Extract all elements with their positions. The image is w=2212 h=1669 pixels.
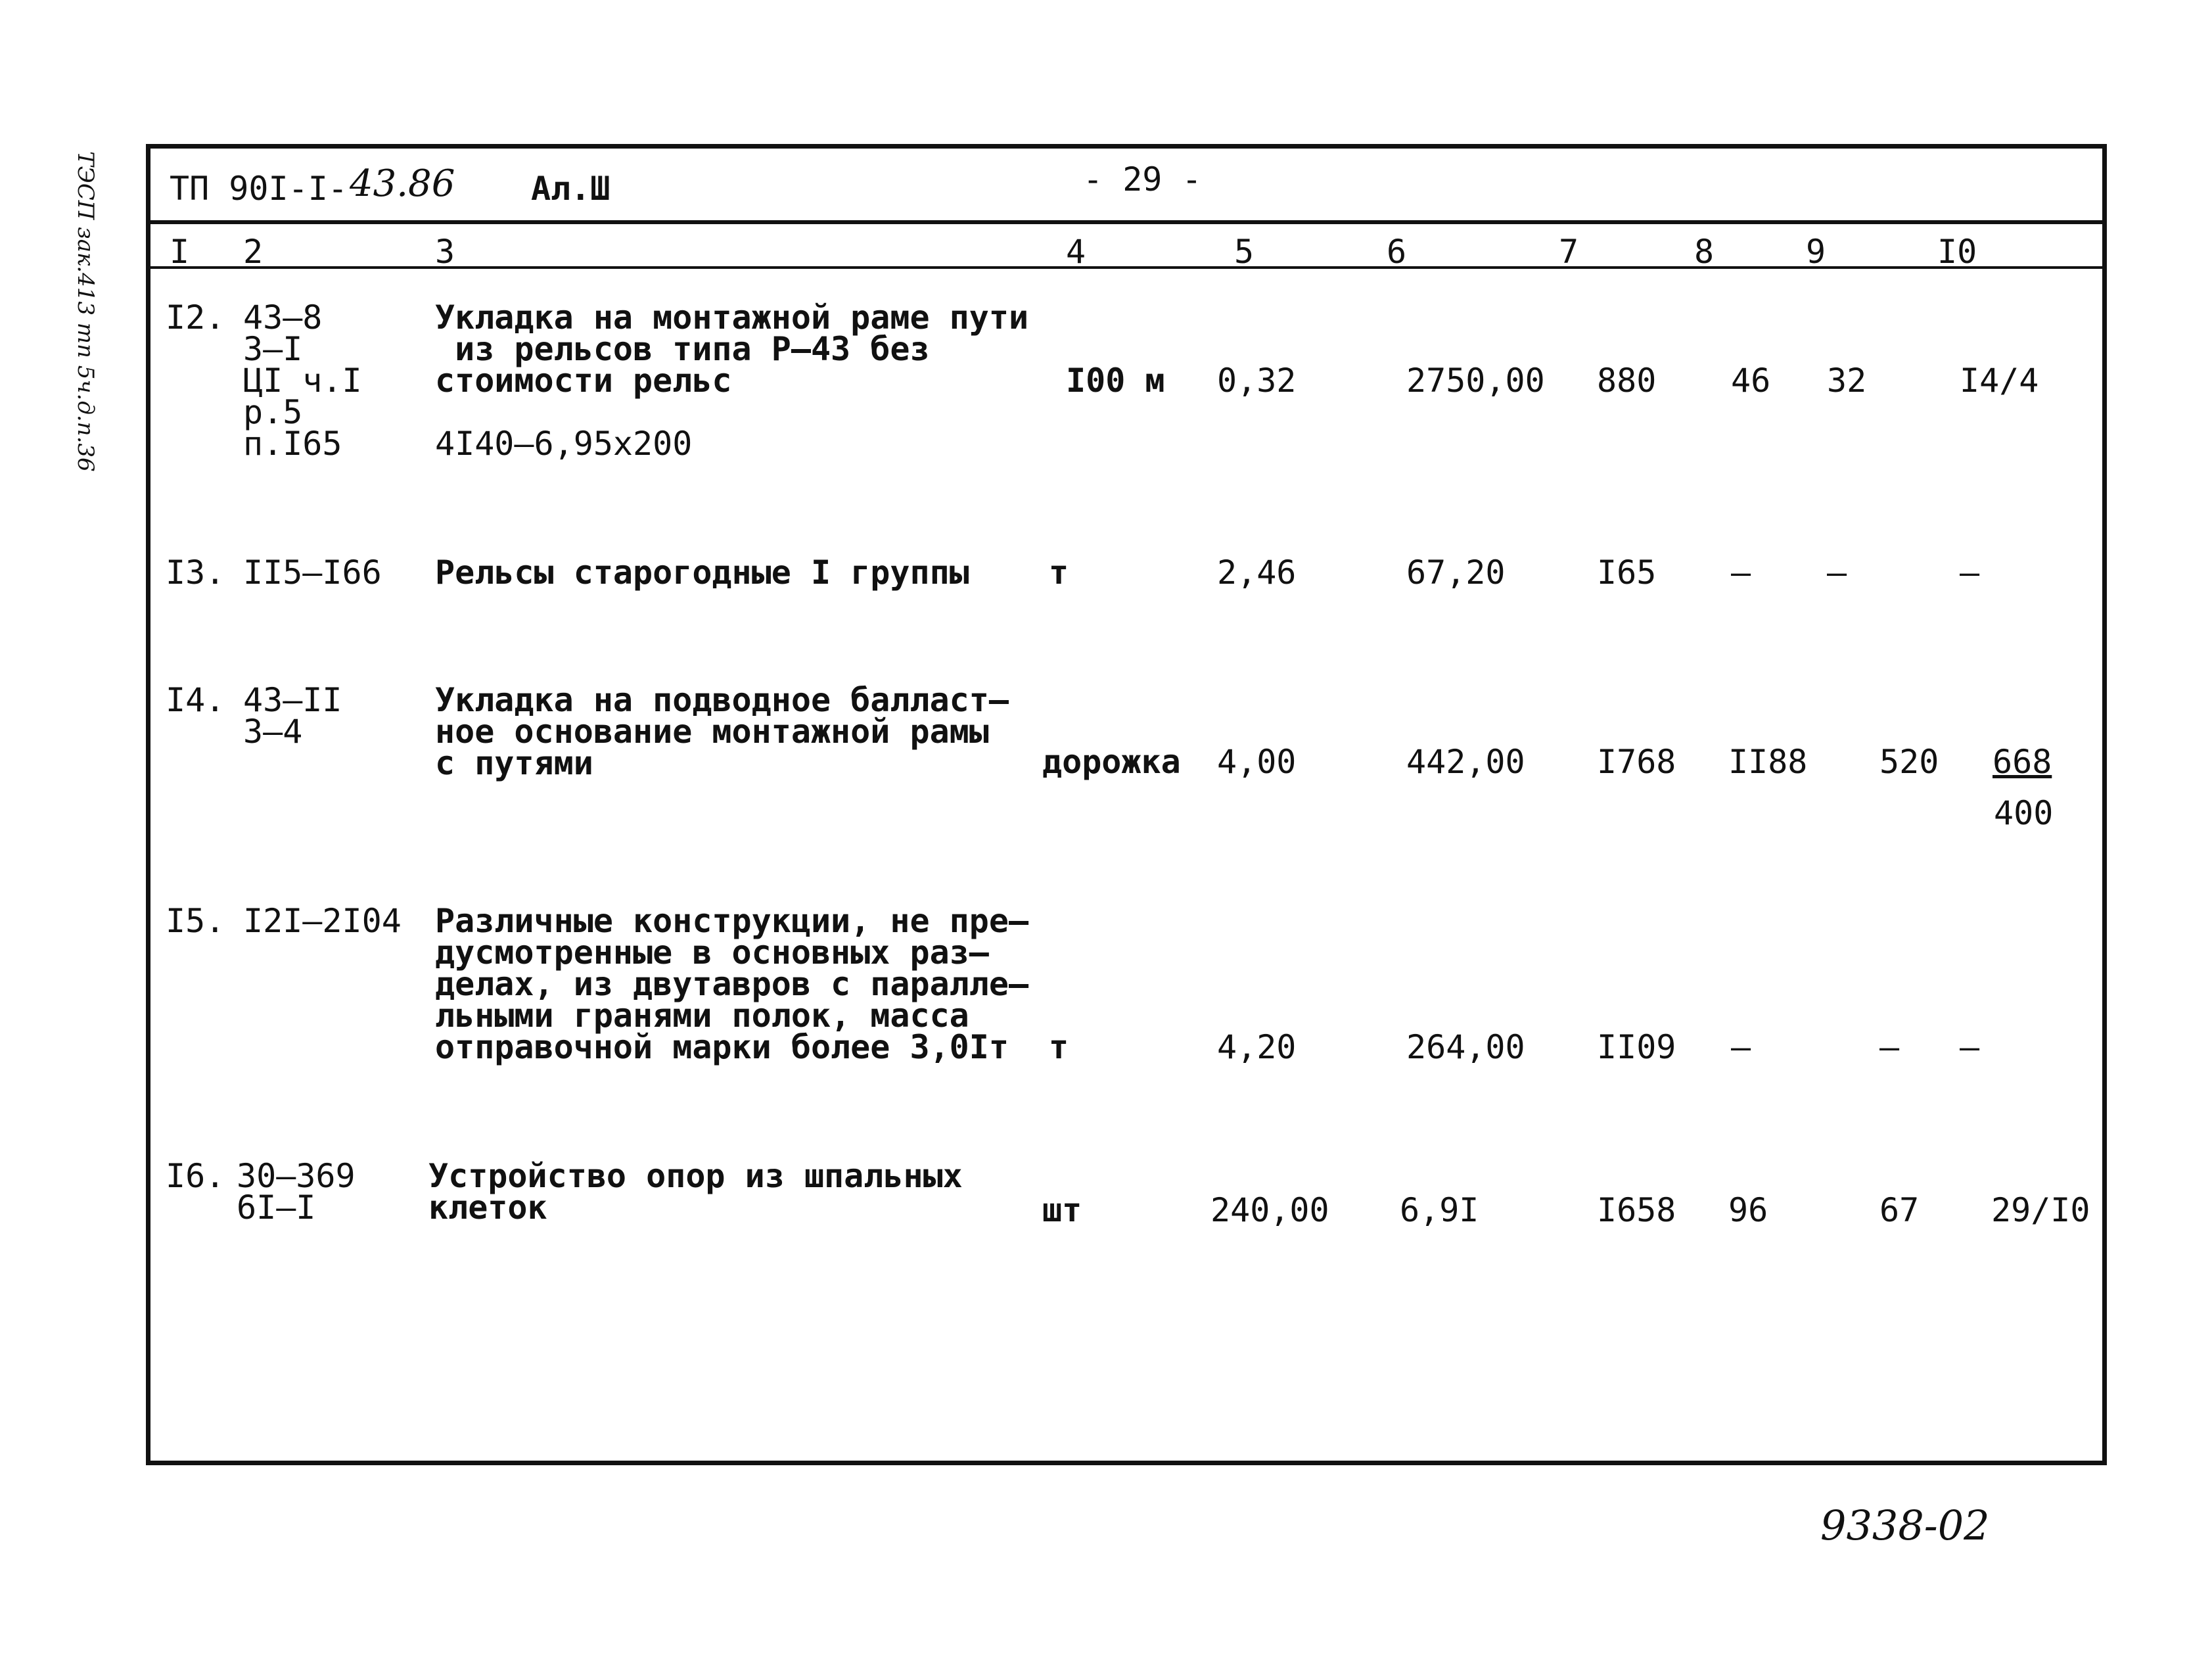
col-9-value: 32 bbox=[1827, 362, 1867, 400]
unit-price: 67,20 bbox=[1406, 553, 1506, 592]
page-number: - 29 - bbox=[1083, 160, 1202, 199]
archive-number: 9338-02 bbox=[1820, 1501, 1990, 1549]
column-number: 8 bbox=[1694, 233, 1715, 271]
column-number: 2 bbox=[243, 233, 264, 271]
column-number: 4 bbox=[1066, 233, 1086, 271]
work-description: Различные конструкции, не пре– bbox=[435, 902, 1029, 940]
work-description: льными гранями полок, масса bbox=[435, 997, 969, 1035]
col-10-value: – bbox=[1960, 553, 1980, 592]
total-cost: I65 bbox=[1597, 553, 1657, 592]
work-description: отправочной марки более 3,0Iт bbox=[435, 1028, 1009, 1066]
col-8-value: II88 bbox=[1728, 743, 1808, 781]
col-10-value: – bbox=[1960, 1028, 1980, 1066]
unit: I00 м bbox=[1066, 362, 1165, 400]
column-number: 7 bbox=[1559, 233, 1579, 271]
estimate-code: 3–4 bbox=[243, 713, 303, 751]
work-description: делах, из двутавров с паралле– bbox=[435, 965, 1029, 1003]
col-10-numerator: 668 bbox=[1993, 743, 2052, 781]
column-number: I0 bbox=[1937, 233, 1977, 271]
work-description: Укладка на подводное балласт– bbox=[435, 681, 1009, 719]
col-10-value: I4/4 bbox=[1960, 362, 2039, 400]
col-8-value: – bbox=[1731, 1028, 1751, 1066]
col-9-value: – bbox=[1827, 553, 1847, 592]
row-number: I5. bbox=[166, 902, 225, 940]
work-description: дусмотренные в основных раз– bbox=[435, 933, 989, 972]
estimate-code: 3–I bbox=[243, 330, 303, 368]
album-label: Ал.Ш bbox=[531, 170, 611, 208]
column-number: 6 bbox=[1387, 233, 1407, 271]
col-10-value: 29/I0 bbox=[1991, 1191, 2090, 1229]
column-number: 3 bbox=[435, 233, 455, 271]
doc-number: 43.86 bbox=[350, 162, 455, 205]
work-description: клеток bbox=[428, 1188, 547, 1227]
doc-prefix: ТП 90I-I- bbox=[170, 170, 348, 208]
unit: дорожка bbox=[1042, 743, 1181, 781]
header-divider bbox=[150, 220, 2102, 224]
col-8-value: – bbox=[1731, 553, 1751, 592]
quantity: 2,46 bbox=[1217, 553, 1297, 592]
total-cost: I768 bbox=[1597, 743, 1676, 781]
col-10-denominator: 400 bbox=[1994, 794, 2054, 832]
work-description: с путями bbox=[435, 744, 593, 782]
quantity: 4,00 bbox=[1217, 743, 1297, 781]
unit: т bbox=[1049, 553, 1069, 592]
col-8-value: 46 bbox=[1731, 362, 1771, 400]
quantity: 0,32 bbox=[1217, 362, 1297, 400]
row-number: I4. bbox=[166, 681, 225, 719]
work-description: Рельсы старогодные I группы bbox=[435, 553, 969, 592]
estimate-code: 6I–I bbox=[237, 1188, 316, 1227]
work-description: Устройство опор из шпальных bbox=[428, 1157, 963, 1195]
work-description: из рельсов типа Р–43 без bbox=[435, 330, 930, 368]
margin-stamp: ТЭСП зак.413 тп 5ч.д.п.36 bbox=[72, 151, 99, 472]
unit-price: 264,00 bbox=[1406, 1028, 1525, 1066]
work-description: Укладка на монтажной раме пути bbox=[435, 298, 1029, 337]
col-8-value: 96 bbox=[1728, 1191, 1768, 1229]
column-number: 9 bbox=[1806, 233, 1826, 271]
column-number: 5 bbox=[1234, 233, 1255, 271]
col-9-value: 520 bbox=[1879, 743, 1939, 781]
unit-price: 442,00 bbox=[1406, 743, 1525, 781]
quantity: 4,20 bbox=[1217, 1028, 1297, 1066]
total-cost: 880 bbox=[1597, 362, 1657, 400]
unit-price: 2750,00 bbox=[1406, 362, 1545, 400]
estimate-code: ЦI ч.I bbox=[243, 362, 362, 400]
work-description: ное основание монтажной рамы bbox=[435, 713, 989, 751]
work-description: стоимости рельс bbox=[435, 362, 732, 400]
unit: т bbox=[1049, 1028, 1069, 1066]
col-9-value: 67 bbox=[1879, 1191, 1920, 1229]
estimate-code: п.I65 bbox=[243, 425, 342, 463]
quantity: 240,00 bbox=[1210, 1191, 1329, 1229]
estimate-code: 30–369 bbox=[237, 1157, 356, 1195]
row-number: I6. bbox=[166, 1157, 225, 1195]
unit: шт bbox=[1042, 1191, 1082, 1229]
work-description: 4I40–6,95х200 bbox=[435, 425, 693, 463]
total-cost: I658 bbox=[1597, 1191, 1676, 1229]
estimate-code: 43–II bbox=[243, 681, 342, 719]
total-cost: II09 bbox=[1597, 1028, 1676, 1066]
row-number: I2. bbox=[166, 298, 225, 337]
column-number: I bbox=[170, 233, 190, 271]
row-number: I3. bbox=[166, 553, 225, 592]
estimate-code: р.5 bbox=[243, 393, 303, 431]
estimate-code: I2I–2I04 bbox=[243, 902, 402, 940]
estimate-code: II5–I66 bbox=[243, 553, 382, 592]
col-9-value: – bbox=[1879, 1028, 1900, 1066]
unit-price: 6,9I bbox=[1400, 1191, 1479, 1229]
estimate-code: 43–8 bbox=[243, 298, 323, 337]
